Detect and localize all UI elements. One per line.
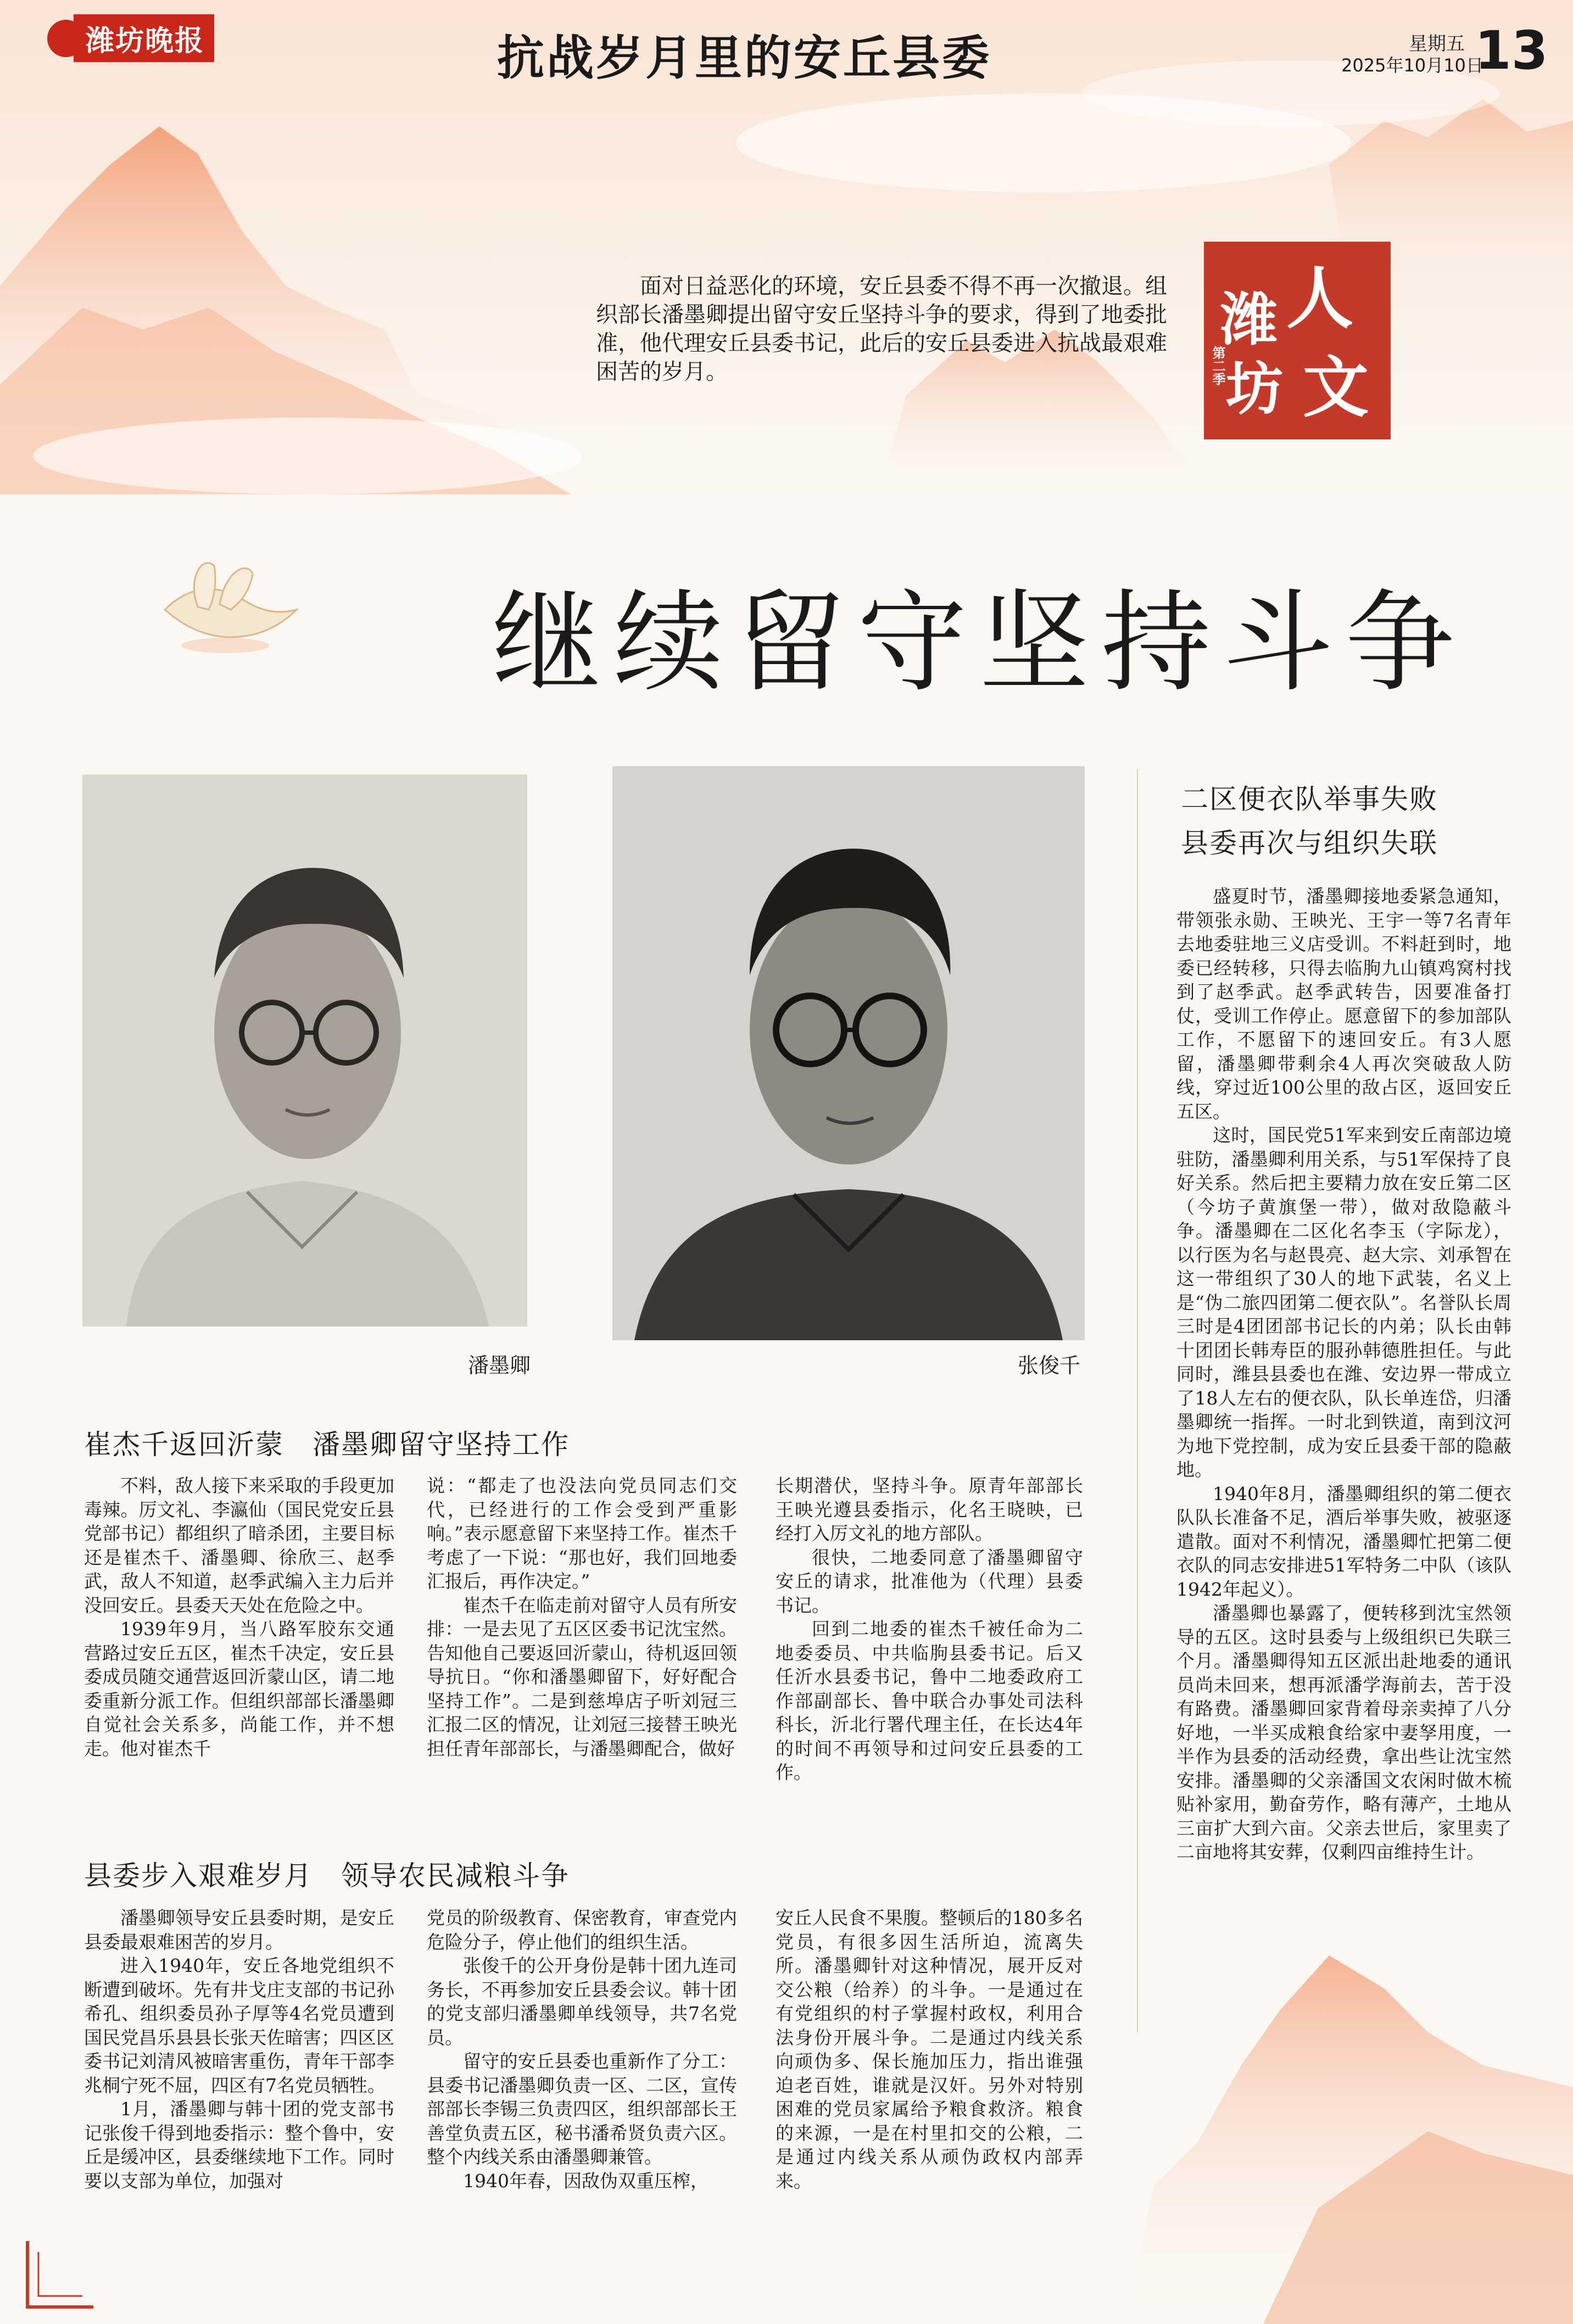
paragraph: 说：“都走了也没法向党员同志们交代，已经进行的工作会受到严重影响。”表示愿意留下来坚持工作。崔杰千考虑了一下说：“那也好，我们回地委汇报后，再作决定。” [427,1475,737,1592]
paragraph: 潘墨卿也暴露了，便转移到沈宝然领导的五区。这时县委与上级组织已失联三个月。潘墨卿得知五区派出赴地委的通讯员尚未回来，想再派潘学海前去，苦于没有路费。潘墨卿回家背着母亲卖掉了八分好地，一半买成粮食给家中妻孥用度，一半作为县委的活动经费，拿出些让沈宝然安排。潘墨卿的父亲潘国文农闲时做木梳贴补家用，勤奋劳作，略有薄产，土地从三亩扩大到六亩。父亲去世后，家里卖了二亩地将其安葬，仅剩四亩维持生计。 [1176,1602,1511,1863]
text-column [84,1906,394,2193]
issue-weekday: 星期五 [1409,33,1465,55]
newspaper-name: 潍坊晚报 [74,14,214,62]
section-heading: 县委再次与组织失联 [1181,827,1438,859]
paragraph: 长期潜伏，坚持斗争。原青年部部长王映光遵县委指示，化名王晓映，已经打入厉文礼的地方部队。 [776,1475,1083,1544]
text-column [427,1906,737,2193]
dove-icon [165,563,297,653]
text-column [776,1474,1083,1785]
section-heading: 崔杰千返回沂蒙 潘墨卿留守坚持工作 [84,1429,570,1461]
page-header-title: 抗战岁月里的安丘县委 [497,31,991,86]
paragraph: 进入1940年，安丘各地党组织不断遭到破坏。先有井戈庄支部的书记孙希孔、组织委员孙子厚等4名党员遭到国民党昌乐县县长张天佐暗害；四区区委书记刘清风被暗害重伤，青年干部李兆桐宁死不屈，四区有7名党员牺牲。 [84,1955,394,2096]
paragraph: 1940年8月，潘墨卿组织的第二便衣队队长准备不足，酒后举事失败，被驱逐遣散。面对不利情况，潘墨卿忙把第二便衣队的同志安排进51军特务二中队（该队1942年起义）。 [1176,1483,1511,1600]
photo-caption-right: 张俊千 [1018,1353,1081,1378]
text-column [776,1906,1083,2193]
portrait-image [612,766,1085,1340]
text-column [427,1474,737,1760]
paragraph: 1940年春，因敌伪双重压榨， [463,2170,709,2192]
paragraph: 1939年9月，当八路军胶东交通营路过安丘五区，崔杰千决定，安丘县委成员随交通营返回沂蒙山区，请二地委重新分派工作。但组织部部长潘墨卿自觉社会关系多，尚能工作，并不想走。他对崔杰千 [84,1618,394,1759]
column-seal [1204,242,1391,439]
article-title: 继续留守坚持斗争 [492,579,1468,707]
page-number: 13 [1475,20,1548,81]
portrait-photo-left [82,774,527,1327]
paragraph: 张俊千的公开身份是韩十团九连司务长，不再参加安丘县委会议。韩十团的党支部归潘墨卿单线领导，共7名党员。 [427,1955,737,2048]
section-heading: 二区便衣队举事失败 [1181,783,1438,815]
seal-char: 人 [1286,259,1353,338]
paragraph: 留守的安丘县委也重新作了分工：县委书记潘墨卿负责一区、二区，宣传部部长李锡三负责四区，组织部部长王善堂负责五区，秘书潘希贤负责六区。整个内线关系由潘墨卿兼管。 [427,2050,737,2167]
paragraph: 党员的阶级教育、保密教育，审查党内危险分子，停止他们的组织生活。 [427,1907,737,1953]
paragraph: 潘墨卿领导安丘县委时期，是安丘县委最艰难困苦的岁月。 [84,1907,394,1953]
paragraph: 崔杰千在临走前对留守人员有所安排：一是去见了五区区委书记沈宝然。告知他自己要返回沂蒙山，待机返回领导抗日。“你和潘墨卿留下，好好配合坚持工作”。二是到慈埠店子听刘冠三汇报二区的情况，让刘冠三接替王映光担任青年部部长，与潘墨卿配合，做好 [427,1594,737,1759]
seal-char: 坊 [1226,355,1284,422]
seal-char: 潍 [1220,286,1278,353]
paragraph: 安丘人民食不果腹。整顿后的180多名党员，有很多因生活所迫，流离失所。潘墨卿针对这种情况，展开反对交公粮（给养）的斗争。一是通过在有党组织的村子掌握村政权，利用合法身份开展斗争。二是通过内线关系向顽伪多、保长施加压力，指出谁强迫老百姓，谁就是汉奸。另外对特别困难的党员家属给予粮食救济。粮食的来源，一是在村里扣交的公粮，二是通过内线关系从顽伪政权内部弄来。 [776,1907,1083,2192]
text-column [1176,884,1511,1864]
paragraph: 回到二地委的崔杰千被任命为二地委委员、中共临朐县委书记。后又任沂水县委书记，鲁中二地委政府工作部副部长、鲁中联合办事处司法科科长，沂北行署代理主任，在长达4年的时间不再领导和过问安丘县委的工作。 [776,1618,1083,1783]
paragraph: 不料，敌人接下来采取的手段更加毒辣。厉文礼、李瀛仙（国民党安丘县党部书记）都组织了暗杀团，主要目标还是崔杰千、潘墨卿、徐欣三、赵季武，敌人不知道，赵季武编入主力后并没回安丘。县委天天处在危险之中。 [84,1475,394,1616]
paragraph: 这时，国民党51军来到安丘南部边境驻防，潘墨卿利用关系，与51军保持了良好关系。然后把主要精力放在安丘第二区（今坊子黄旗堡一带），做对敌隐蔽斗争。潘墨卿在二区化名李玉（字际龙），以行医为名与赵畏亮、赵大宗、刘承智在这一带组织了30人的地下武装，名义上是“伪二旅四团第二便衣队”。名誉队长周三时是4团团部书记长的内弟；队长由韩十团团长韩寿臣的服孙韩德胜担任。与此同时，潍县县委也在潍、安边界一带成立了18人左右的便衣队，队长单连岱，归潘墨卿统一指挥。一时北到铁道，南到汶河为地下党控制，成为安丘县委干部的隐蔽地。 [1176,1124,1511,1480]
article-lead: 面对日益恶化的环境，安丘县委不得不再一次撤退。组织部长潘墨卿提出留守安丘坚持斗争的要求，得到了地委批准，他代理安丘县委书记，此后的安丘县委进入抗战最艰难困苦的岁月。 [596,274,1167,384]
paragraph: 很快，二地委同意了潘墨卿留守安丘的请求，批准他为（代理）县委书记。 [776,1546,1083,1616]
portrait-photo-right [612,766,1085,1340]
masthead-logo [47,14,214,62]
photo-caption-left: 潘墨卿 [468,1353,531,1378]
section-heading: 县委步入艰难岁月 领导农民减粮斗争 [84,1860,570,1892]
text-column [84,1474,394,1760]
issue-date: 2025年10月10日 [1341,55,1483,76]
paragraph: 1月，潘墨卿与韩十团的党支部书记张俊千得到地委指示：整个鲁中，安丘是缓冲区，县委继续地下工作。同时要以支部为单位，加强对 [84,2098,394,2192]
seal-char: 文 [1303,349,1369,426]
seal-season: 第二季 [1210,346,1225,386]
portrait-image [82,774,527,1327]
column-divider [1137,769,1138,2032]
paragraph: 盛夏时节，潘墨卿接地委紧急通知，带领张永勋、王映光、王宇一等7名青年去地委驻地三义店受训。不料赶到时，地委已经转移，只得去临朐九山镇鸡窝村找到了赵季武。赵季武转告，因要准备打仗，受训工作停止。愿意留下的参加部队工作，不愿留下的速回安丘。有3人愿留，潘墨卿带剩余4人再次突破敌人防线，穿过近100公里的敌占区，返回安丘五区。 [1176,885,1511,1122]
